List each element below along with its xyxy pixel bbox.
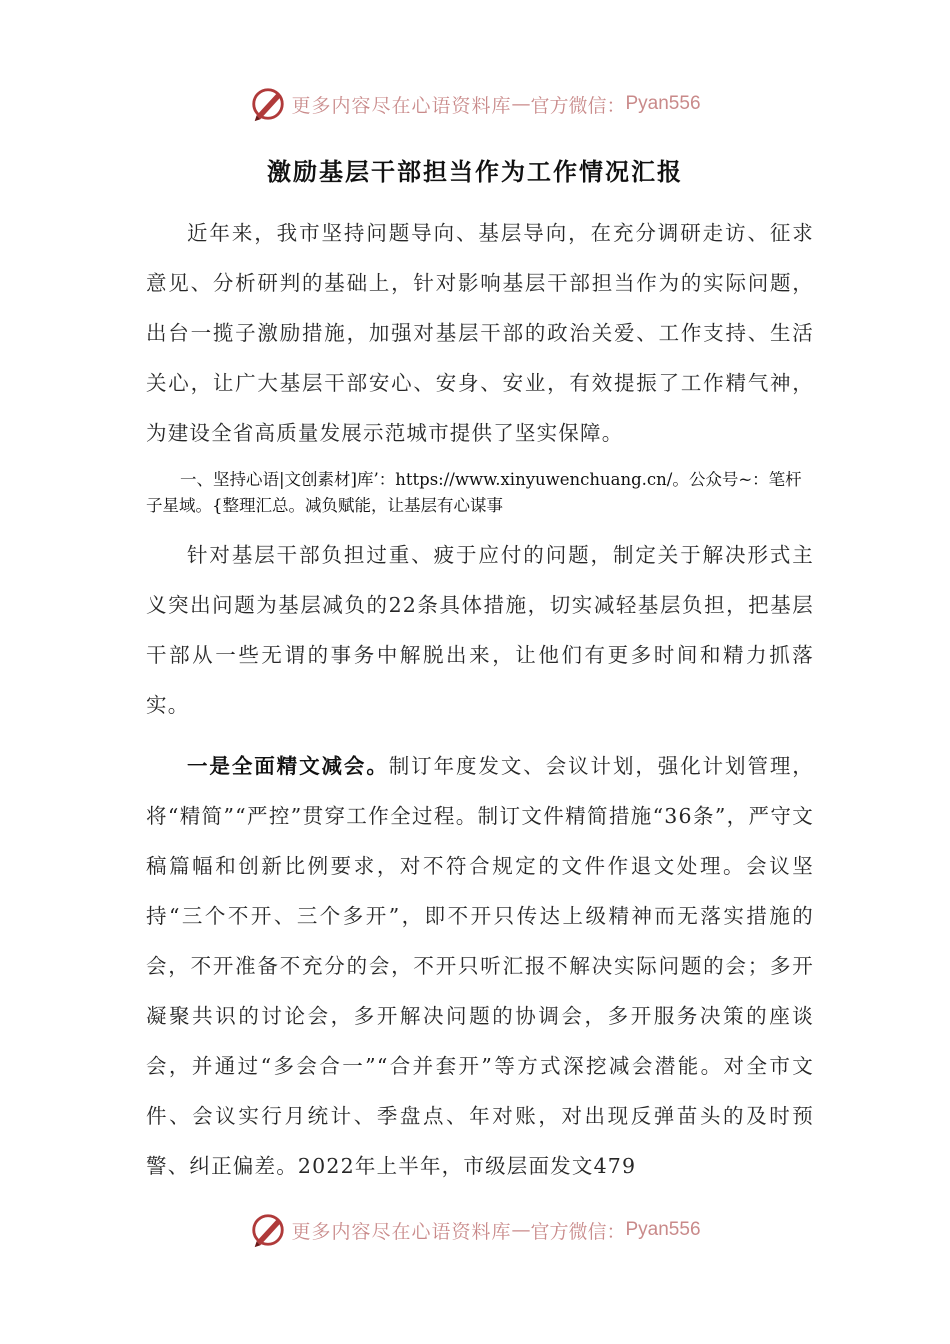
intro-paragraph: 近年来，我市坚持问题导向、基层导向，在充分调研走访、征求意见、分析研判的基础上，针对影响基层干部担当作为的实际问题，出台一揽子激励措施，加强对基层干部的政治关爱、工作支持、生活关心，让广大基层干部安心、安身、安业，有效提振了工作精气神，为建设全省高质量发展示范城市提供了坚实保障。 [146, 221, 814, 445]
footer-banner [0, 1210, 950, 1250]
banner-dash: — [511, 93, 531, 115]
section-1-body: 针对基层干部负担过重、疲于应付的问题，制定关于解决形式主义突出问题为基层减负的22条具体措施，切实减轻基层负担，把基层干部从一些无谓的事务中解脱出来，让他们有更多时间和精力抓落实。 [146, 543, 814, 717]
banner-wechat-label: 官方微信： [530, 94, 626, 117]
banner-brand-text: 更多内容尽在心语资料库 [291, 94, 512, 117]
point-1-lead: 一是全面精文减会。 [187, 754, 389, 778]
point-1-text: 制订年度发文、会议计划，强化计划管理，将“精简”“严控”贯穿工作全过程。制订文件精简措施“36条”，严守文稿篇幅和创新比例要求，对不符合规定的文件作退文处理。会议坚持“三个不开、三个多开”，即不开只传达上级精神而无落实措施的会，不开准备不充分的会，不开只听汇报不解决实际问题的会；多开凝聚共识的讨论会，多开解决问题的协调会，多开服务决策的座谈会，并通过“多会合一”“合并套开”等方式深挖减会潜能。对全市文件、会议实行月统计、季盘点、年对账，对出现反弹苗头的及时预警、纠正偏差。2022年上半年，市级层面发文479 [146, 754, 814, 1178]
banner-wechat-label: 官方微信： [530, 1220, 626, 1243]
pen-logo-icon [249, 1211, 287, 1249]
banner-handle: Pyan556 [625, 1219, 701, 1240]
header-banner [0, 84, 950, 124]
banner-brand-text: 更多内容尽在心语资料库 [291, 1220, 512, 1243]
banner-handle: Pyan556 [625, 93, 701, 114]
banner-dash: — [511, 1219, 531, 1241]
document-title: 激励基层干部担当作为工作情况汇报 [267, 158, 683, 186]
section-1-heading: 一、坚持心语|文创素材]库’：https://www.xinyuwenchuang.cn/。公众号~：笔杆子星域。{整理汇总。减负赋能，让基层有心谋事 [146, 470, 802, 515]
point-1-paragraph [146, 741, 814, 1191]
pen-logo-icon [249, 85, 287, 123]
